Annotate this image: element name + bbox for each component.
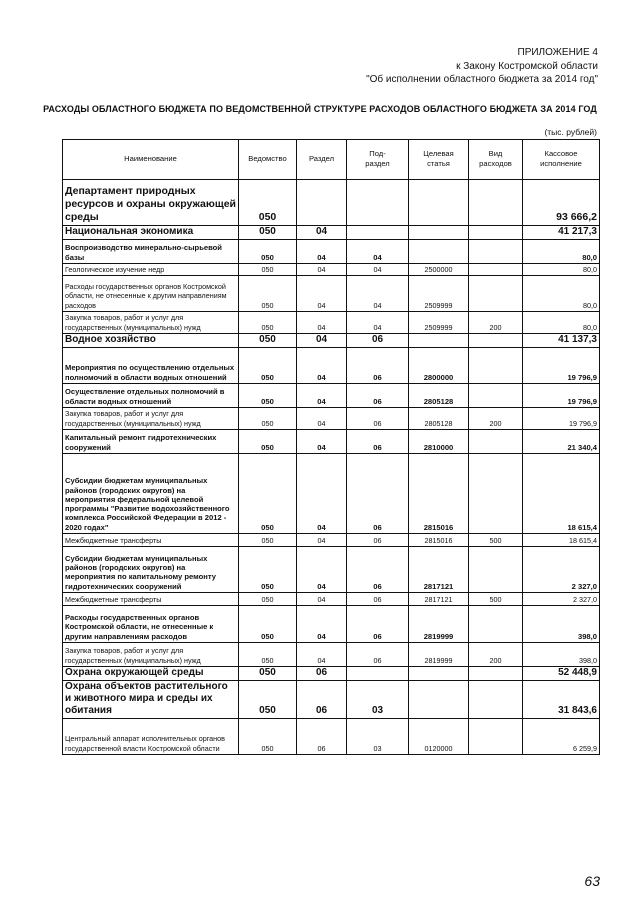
cell-dept: 050 [239, 547, 297, 593]
cell-section: 06 [297, 719, 347, 755]
cell-name: Расходы государственных органов Костромской области, не отнесенные к другим направлениям расходов [63, 606, 239, 643]
col-header-section: Раздел [297, 140, 347, 180]
table-row [63, 719, 600, 755]
col-header-name: Наименование [63, 140, 239, 180]
table-row [63, 667, 600, 681]
cell-dept: 050 [239, 226, 297, 240]
cell-type [469, 276, 523, 312]
law-title: "Об исполнении областного бюджета за 2014 год" [366, 74, 598, 85]
cell-type [469, 180, 523, 226]
cell-type [469, 606, 523, 643]
cell-name: Мероприятия по осуществлению отдельных полномочий в области водных отношений [63, 348, 239, 384]
cell-dept: 050 [239, 408, 297, 430]
cell-section: 04 [297, 334, 347, 348]
cell-section: 06 [297, 681, 347, 719]
table-row [63, 348, 600, 384]
table-row [63, 180, 600, 226]
cell-subsection: 06 [347, 384, 409, 408]
cell-dept: 050 [239, 334, 297, 348]
cell-amount: 80,0 [523, 240, 600, 264]
units-label: (тыс. рублей) [544, 127, 597, 137]
appendix-header [366, 46, 598, 87]
cell-target [409, 226, 469, 240]
cell-amount: 18 615,4 [523, 534, 600, 547]
cell-subsection [347, 226, 409, 240]
cell-section: 04 [297, 264, 347, 276]
table-row [63, 643, 600, 667]
cell-dept: 050 [239, 643, 297, 667]
cell-target [409, 240, 469, 264]
cell-type: 200 [469, 643, 523, 667]
cell-type [469, 681, 523, 719]
cell-type [469, 547, 523, 593]
cell-subsection: 06 [347, 454, 409, 534]
cell-section: 04 [297, 348, 347, 384]
col-header-target: Целевая статья [409, 140, 469, 180]
table-row [63, 312, 600, 334]
cell-amount: 21 340,4 [523, 430, 600, 454]
table-row [63, 547, 600, 593]
cell-dept: 050 [239, 348, 297, 384]
cell-section: 04 [297, 454, 347, 534]
cell-type [469, 719, 523, 755]
page-number: 63 [584, 873, 600, 889]
col-header-dept: Ведомство [239, 140, 297, 180]
cell-section: 04 [297, 606, 347, 643]
cell-type: 200 [469, 408, 523, 430]
cell-subsection: 03 [347, 719, 409, 755]
law-reference: к Закону Костромской области [456, 60, 598, 72]
cell-section: 04 [297, 593, 347, 606]
cell-amount: 52 448,9 [523, 667, 600, 681]
cell-name: Субсидии бюджетам муниципальных районов (городских округов) на мероприятия федеральной целевой программы "Развитие водохозяйственного комплекса Российской Федерации в 2012 - 2020 годах" [63, 454, 239, 534]
cell-dept: 050 [239, 430, 297, 454]
cell-target: 2500000 [409, 264, 469, 276]
cell-section: 04 [297, 408, 347, 430]
cell-dept: 050 [239, 719, 297, 755]
cell-name: Геологическое изучение недр [63, 264, 239, 276]
appendix-number: ПРИЛОЖЕНИЕ 4 [517, 47, 598, 58]
cell-section: 04 [297, 547, 347, 593]
cell-amount: 31 843,6 [523, 681, 600, 719]
cell-dept: 050 [239, 667, 297, 681]
cell-dept: 050 [239, 264, 297, 276]
table-row [63, 276, 600, 312]
cell-type [469, 348, 523, 384]
cell-subsection: 04 [347, 312, 409, 334]
cell-dept: 050 [239, 534, 297, 547]
cell-amount: 2 327,0 [523, 593, 600, 606]
cell-type: 500 [469, 534, 523, 547]
cell-type [469, 667, 523, 681]
cell-target: 2819999 [409, 643, 469, 667]
cell-name: Национальная экономика [63, 226, 239, 240]
cell-subsection: 03 [347, 681, 409, 719]
cell-amount: 41 217,3 [523, 226, 600, 240]
cell-name: Закупка товаров, работ и услуг для государственных (муниципальных) нужд [63, 643, 239, 667]
cell-target: 2509999 [409, 276, 469, 312]
cell-dept: 050 [239, 276, 297, 312]
cell-dept: 050 [239, 606, 297, 643]
cell-type [469, 384, 523, 408]
table-row [63, 454, 600, 534]
cell-section: 04 [297, 384, 347, 408]
cell-target: 2800000 [409, 348, 469, 384]
cell-type [469, 240, 523, 264]
col-header-type: Вид расходов [469, 140, 523, 180]
cell-name: Капитальный ремонт гидротехнических сооружений [63, 430, 239, 454]
cell-name: Осуществление отдельных полномочий в области водных отношений [63, 384, 239, 408]
table-row [63, 430, 600, 454]
table-row [63, 408, 600, 430]
cell-name: Воспроизводство минерально-сырьевой базы [63, 240, 239, 264]
table-row [63, 240, 600, 264]
cell-dept: 050 [239, 681, 297, 719]
cell-name: Субсидии бюджетам муниципальных районов (городских округов) на мероприятия по капитальному ремонту гидротехнических сооружений [63, 547, 239, 593]
cell-target: 2819999 [409, 606, 469, 643]
cell-section: 04 [297, 534, 347, 547]
cell-subsection: 06 [347, 430, 409, 454]
cell-type: 500 [469, 593, 523, 606]
col-header-subsection: Под- раздел [347, 140, 409, 180]
cell-name: Центральный аппарат исполнительных органов государственной власти Костромской области [63, 719, 239, 755]
cell-amount: 19 796,9 [523, 384, 600, 408]
table-row [63, 681, 600, 719]
cell-section: 04 [297, 312, 347, 334]
cell-section: 04 [297, 240, 347, 264]
cell-target [409, 334, 469, 348]
table-row [63, 334, 600, 348]
expenditure-table [62, 139, 600, 755]
cell-subsection: 06 [347, 606, 409, 643]
cell-subsection: 06 [347, 643, 409, 667]
cell-subsection: 04 [347, 264, 409, 276]
cell-subsection: 06 [347, 547, 409, 593]
cell-amount: 19 796,9 [523, 348, 600, 384]
cell-dept: 050 [239, 454, 297, 534]
cell-amount: 398,0 [523, 643, 600, 667]
cell-type: 200 [469, 312, 523, 334]
cell-amount: 398,0 [523, 606, 600, 643]
cell-amount: 80,0 [523, 276, 600, 312]
cell-target: 2805128 [409, 408, 469, 430]
table-row [63, 606, 600, 643]
cell-subsection: 06 [347, 334, 409, 348]
cell-name: Охрана объектов растительного и животного мира и среды их обитания [63, 681, 239, 719]
cell-target: 2810000 [409, 430, 469, 454]
col-header-amount: Кассовое исполнение [523, 140, 600, 180]
cell-subsection: 06 [347, 348, 409, 384]
cell-dept: 050 [239, 593, 297, 606]
cell-name: Межбюджетные трансферты [63, 593, 239, 606]
cell-subsection: 06 [347, 534, 409, 547]
table-header-row [63, 140, 600, 180]
cell-amount: 93 666,2 [523, 180, 600, 226]
cell-target: 2509999 [409, 312, 469, 334]
table-row [63, 264, 600, 276]
table-row [63, 384, 600, 408]
document-title: РАСХОДЫ ОБЛАСТНОГО БЮДЖЕТА ПО ВЕДОМСТВЕННОЙ СТРУКТУРЕ РАСХОДОВ ОБЛАСТНОГО БЮДЖЕТА ЗА 2014 ГОД [43, 104, 597, 114]
cell-target: 2817121 [409, 547, 469, 593]
cell-subsection: 06 [347, 408, 409, 430]
cell-section: 04 [297, 276, 347, 312]
cell-target: 2805128 [409, 384, 469, 408]
cell-section: 04 [297, 226, 347, 240]
cell-type [469, 226, 523, 240]
cell-subsection: 04 [347, 240, 409, 264]
cell-section [297, 180, 347, 226]
cell-target: 2817121 [409, 593, 469, 606]
cell-type [469, 334, 523, 348]
cell-target: 2815016 [409, 534, 469, 547]
cell-amount: 80,0 [523, 312, 600, 334]
cell-name: Межбюджетные трансферты [63, 534, 239, 547]
table-body [63, 180, 600, 755]
cell-name: Департамент природных ресурсов и охраны окружающей среды [63, 180, 239, 226]
table-row [63, 226, 600, 240]
cell-amount: 18 615,4 [523, 454, 600, 534]
cell-name: Расходы государственных органов Костромской области, не отнесенные к другим направлениям расходов [63, 276, 239, 312]
cell-type [469, 454, 523, 534]
cell-target: 2815016 [409, 454, 469, 534]
cell-subsection [347, 667, 409, 681]
cell-amount: 19 796,9 [523, 408, 600, 430]
cell-amount: 6 259,9 [523, 719, 600, 755]
cell-dept: 050 [239, 312, 297, 334]
cell-type [469, 264, 523, 276]
cell-section: 04 [297, 643, 347, 667]
cell-section: 04 [297, 430, 347, 454]
cell-type [469, 430, 523, 454]
cell-target [409, 681, 469, 719]
cell-dept: 050 [239, 384, 297, 408]
cell-subsection: 04 [347, 276, 409, 312]
cell-name: Закупка товаров, работ и услуг для государственных (муниципальных) нужд [63, 312, 239, 334]
cell-dept: 050 [239, 240, 297, 264]
cell-name: Охрана окружающей среды [63, 667, 239, 681]
cell-name: Водное хозяйство [63, 334, 239, 348]
cell-target: 0120000 [409, 719, 469, 755]
cell-subsection [347, 180, 409, 226]
table-row [63, 534, 600, 547]
cell-target [409, 180, 469, 226]
cell-name: Закупка товаров, работ и услуг для государственных (муниципальных) нужд [63, 408, 239, 430]
cell-dept: 050 [239, 180, 297, 226]
cell-amount: 2 327,0 [523, 547, 600, 593]
cell-target [409, 667, 469, 681]
cell-section: 06 [297, 667, 347, 681]
cell-amount: 41 137,3 [523, 334, 600, 348]
cell-amount: 80,0 [523, 264, 600, 276]
cell-subsection: 06 [347, 593, 409, 606]
table-row [63, 593, 600, 606]
